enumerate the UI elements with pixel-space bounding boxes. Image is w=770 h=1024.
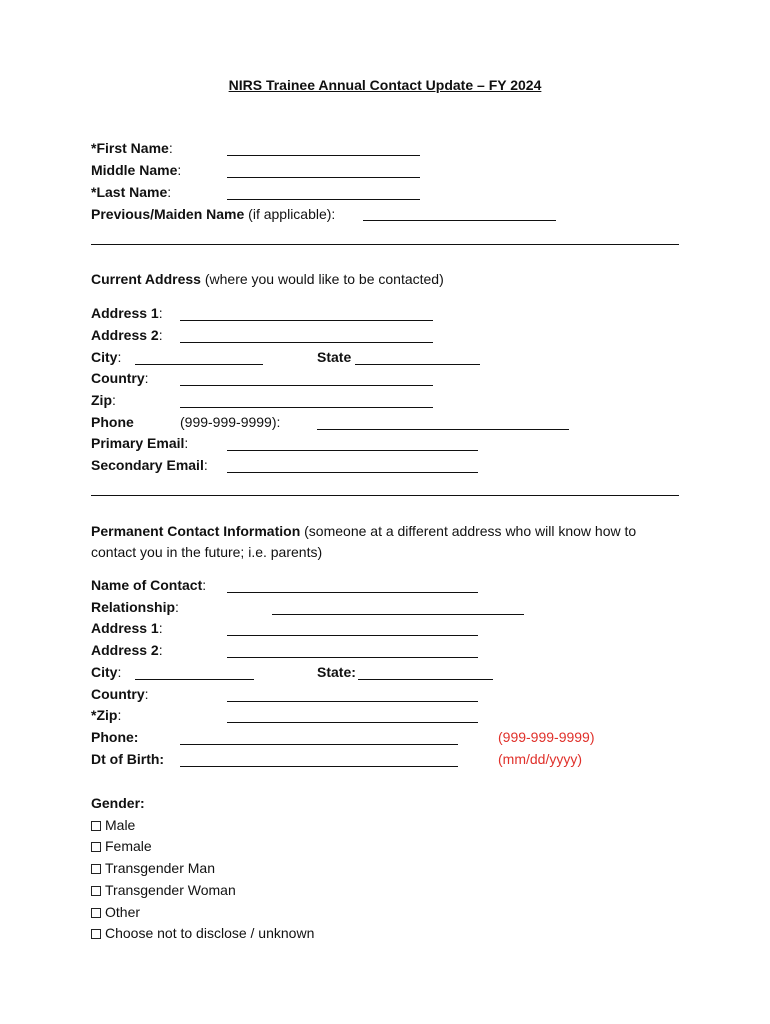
phone-format-hint: (999-999-9999)	[498, 729, 595, 745]
contact-name-label: Name of Contact:	[91, 577, 207, 593]
last-name-label: *Last Name:	[91, 184, 172, 200]
section-divider	[91, 495, 679, 496]
checkbox-icon[interactable]	[91, 842, 101, 852]
gender-option-not-disclose[interactable]: Choose not to disclose / unknown	[91, 924, 314, 942]
previous-name-field[interactable]	[363, 220, 556, 221]
page-title: NIRS Trainee Annual Contact Update – FY 2024	[228, 77, 542, 93]
zip-field[interactable]	[180, 407, 433, 408]
secondary-email-field[interactable]	[227, 472, 478, 473]
address1-field[interactable]	[180, 320, 433, 321]
gender-option-other[interactable]: Other	[91, 903, 140, 921]
middle-name-field[interactable]	[227, 177, 420, 178]
primary-email-field[interactable]	[227, 450, 478, 451]
perm-zip-label: *Zip:	[91, 707, 122, 723]
secondary-email-label: Secondary Email:	[91, 457, 208, 473]
permanent-contact-heading: Permanent Contact Information (someone at a different address who will know how to	[91, 523, 637, 539]
previous-name-label: Previous/Maiden Name (if applicable):	[91, 206, 336, 222]
checkbox-icon[interactable]	[91, 908, 101, 918]
perm-address1-label: Address 1:	[91, 620, 163, 636]
city-label: City:	[91, 349, 122, 365]
section-divider	[91, 244, 679, 245]
city-field[interactable]	[135, 364, 263, 365]
perm-address1-field[interactable]	[227, 635, 478, 636]
contact-name-field[interactable]	[227, 592, 478, 593]
last-name-field[interactable]	[227, 199, 420, 200]
perm-city-label: City:	[91, 664, 122, 680]
phone-label: Phone	[91, 414, 134, 430]
primary-email-label: Primary Email:	[91, 435, 189, 451]
address2-field[interactable]	[180, 342, 433, 343]
zip-label: Zip:	[91, 392, 116, 408]
perm-phone-label: Phone:	[91, 729, 139, 745]
first-name-label: *First Name:	[91, 140, 173, 156]
perm-city-field[interactable]	[135, 679, 254, 680]
checkbox-icon[interactable]	[91, 886, 101, 896]
perm-address2-label: Address 2:	[91, 642, 163, 658]
gender-option-male[interactable]: Male	[91, 816, 135, 834]
relationship-field[interactable]	[272, 614, 524, 615]
permanent-contact-note: contact you in the future; i.e. parents)	[91, 544, 323, 560]
perm-country-label: Country:	[91, 686, 149, 702]
gender-option-transgender-man[interactable]: Transgender Man	[91, 859, 215, 877]
perm-zip-field[interactable]	[227, 722, 478, 723]
perm-phone-field[interactable]	[180, 744, 458, 745]
checkbox-icon[interactable]	[91, 821, 101, 831]
relationship-label: Relationship:	[91, 599, 179, 615]
address1-label: Address 1:	[91, 305, 163, 321]
perm-country-field[interactable]	[227, 701, 478, 702]
dob-label: Dt of Birth:	[91, 751, 165, 767]
perm-state-label: State:	[317, 664, 356, 680]
checkbox-icon[interactable]	[91, 864, 101, 874]
state-label: State	[317, 349, 352, 365]
gender-option-transgender-woman[interactable]: Transgender Woman	[91, 881, 236, 899]
gender-heading: Gender:	[91, 795, 145, 811]
current-address-heading: Current Address (where you would like to be contacted)	[91, 271, 444, 287]
perm-state-field[interactable]	[358, 679, 493, 680]
middle-name-label: Middle Name:	[91, 162, 182, 178]
perm-address2-field[interactable]	[227, 657, 478, 658]
state-field[interactable]	[355, 364, 480, 365]
country-label: Country:	[91, 370, 149, 386]
first-name-field[interactable]	[227, 155, 420, 156]
phone-format-text: (999-999-9999):	[180, 414, 281, 430]
address2-label: Address 2:	[91, 327, 163, 343]
gender-option-female[interactable]: Female	[91, 837, 152, 855]
dob-field[interactable]	[180, 766, 458, 767]
phone-field[interactable]	[317, 429, 569, 430]
checkbox-icon[interactable]	[91, 929, 101, 939]
country-field[interactable]	[180, 385, 433, 386]
dob-format-hint: (mm/dd/yyyy)	[498, 751, 582, 767]
